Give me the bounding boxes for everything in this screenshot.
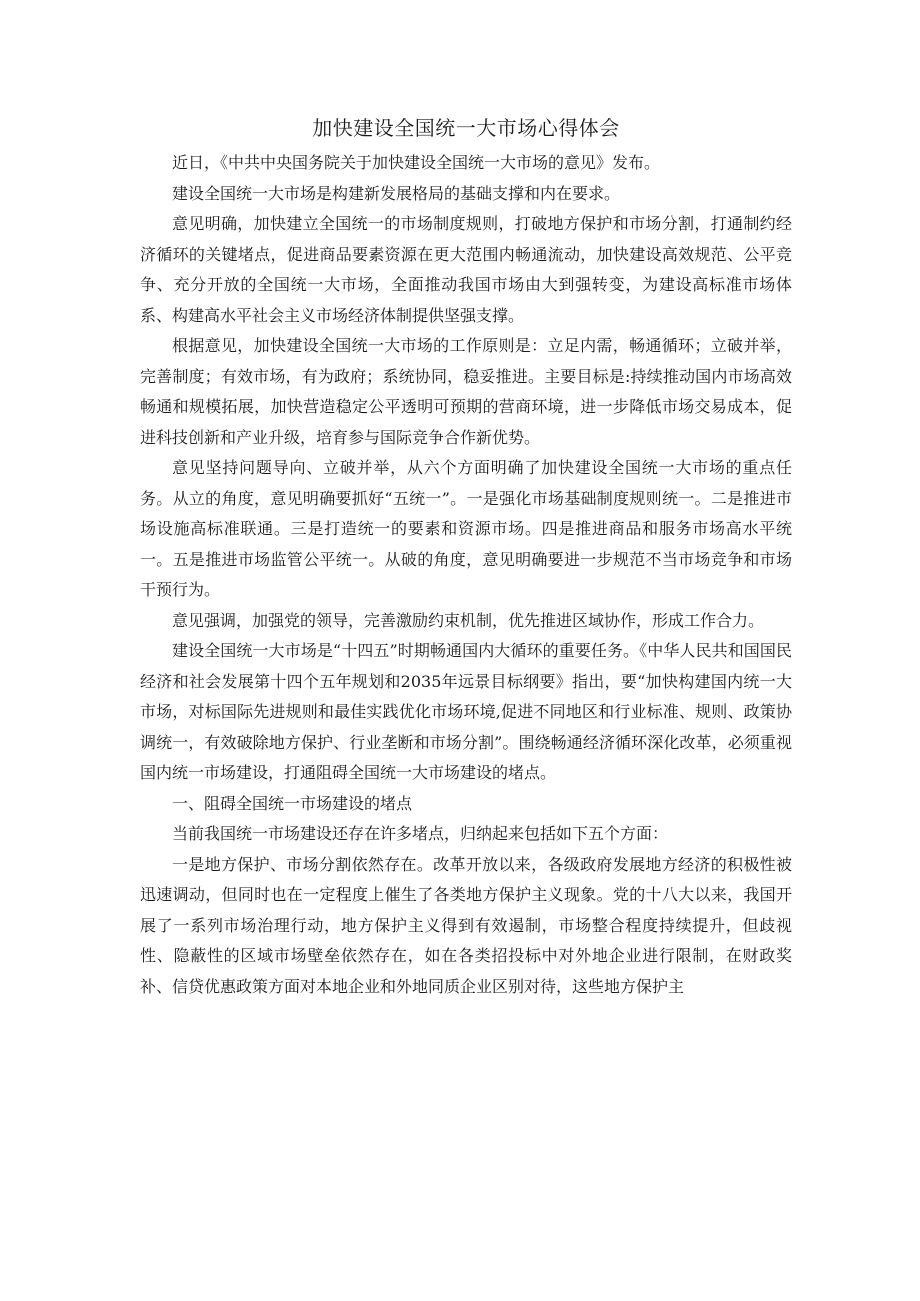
paragraph-8: 当前我国统一市场建设还存在许多堵点，归纳起来包括如下五个方面： (172, 824, 669, 843)
paragraph-5: 意见坚持问题导向、立破并举，从六个方面明确了加快建设全国统一大市场的重点任务。从立的角度，意见明确要抓好“五统一”。一是强化市场基础制度规则统一。二是推进市场设施高标准联通。三是打造统一的要素和资源市场。四是推进商品和服务市场高水平统一。五是推进市场监管公平统一。从破的角度，意见明确要进一步规范不当市场竞争和市场干预行为。 (140, 458, 792, 599)
document-title: 加快建设全国统一大市场心得体会 (312, 116, 620, 140)
paragraph-2: 建设全国统一大市场是构建新发展格局的基础支撑和内在要求。 (172, 183, 621, 203)
section-heading-1: 一、阻碍全国统一市场建设的堵点 (172, 793, 413, 813)
document-page (140, 108, 792, 1002)
paragraph-3: 意见明确，加快建立全国统一的市场制度规则，打破地方保护和市场分割，打通制约经济循环的关键堵点，促进商品要素资源在更大范围内畅通流动，加快建设高效规范、公平竞争、充分开放的全国统一大市场，全面推动我国市场由大到强转变，为建设高标准市场体系、构建高水平社会主义市场经济体制提供坚强支撑。 (140, 214, 792, 325)
paragraph-6: 意见强调，加强党的领导，完善激励约束机制，优先推进区域协作，形成工作合力。 (172, 610, 765, 630)
paragraph-1: 近日，《中共中央国务院关于加快建设全国统一大市场的意见》发布。 (172, 153, 661, 172)
paragraph-4: 根据意见，加快建设全国统一大市场的工作原则是：立足内需，畅通循环；立破并举，完善制度；有效市场，有为政府；系统协同，稳妥推进。主要目标是:持续推动国内市场高效畅通和规模拓展，加快营造稳定公平透明可预期的营商环境，进一步降低市场交易成本，促进科技创新和产业升级，培育参与国际竞争合作新优势。 (140, 336, 792, 447)
paragraph-7: 建设全国统一大市场是“十四五”时期畅通国内大循环的重要任务。《中华人民共和国国民经济和社会发展第十四个五年规划和2035年远景目标纲要》指出，要“加快构建国内统一大市场，对标国际先进规则和最佳实践优化市场环境,促进不同地区和行业标准、规则、政策协调统一，有效破除地方保护、行业垄断和市场分割”。围绕畅通经济循环深化改革，必须重视国内统一市场建设，打通阻碍全国统一大市场建设的堵点。 (140, 641, 792, 782)
paragraph-9: 一是地方保护、市场分割依然存在。改革开放以来，各级政府发展地方经济的积极性被迅速调动，但同时也在一定程度上催生了各类地方保护主义现象。党的十八大以来，我国开展了一系列市场治理行动，地方保护主义得到有效遏制，市场整合程度持续提升，但歧视性、隐蔽性的区域市场壁垒依然存在，如在各类招投标中对外地企业进行限制，在财政奖补、信贷优惠政策方面对本地企业和外地同质企业区别对待，这些地方保护主 (140, 854, 792, 996)
